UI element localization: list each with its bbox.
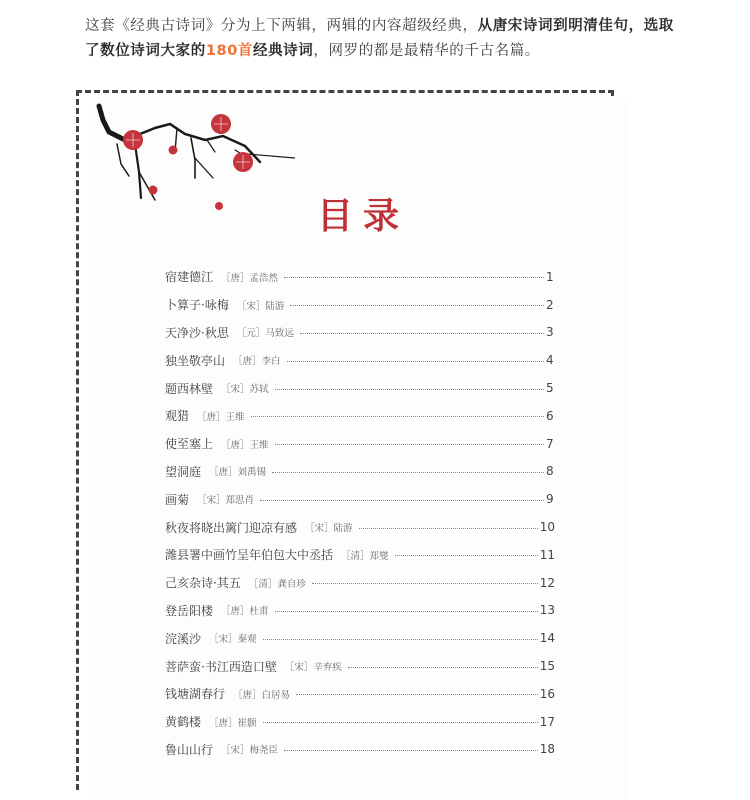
dot-leader [312, 583, 538, 584]
toc-entry [165, 485, 555, 513]
poem-author: ［唐］白居易 [233, 689, 291, 701]
poem-author: ［宋］苏轼 [221, 384, 269, 396]
page-number: 17 [539, 714, 555, 729]
page-number: 2 [546, 297, 554, 312]
dot-leader [296, 694, 538, 695]
page-number: 8 [546, 464, 554, 479]
poem-author: ［清］龚自珍 [248, 578, 306, 590]
page-number: 13 [539, 603, 555, 618]
intro-text-1: 这套《经典古诗词》分为上下两辑，两辑的内容超级经典， [85, 18, 478, 34]
dot-leader [275, 444, 544, 445]
dot-leader [275, 389, 544, 390]
poem-author: ［唐］杜甫 [221, 606, 269, 618]
dot-leader [395, 555, 538, 556]
poem-title: 黄鹤楼 [165, 715, 202, 730]
toc-entry [165, 291, 555, 319]
poem-author: ［宋］陆游 [305, 523, 353, 535]
poem-title: 画菊 [165, 492, 190, 507]
poem-author: ［唐］王维 [221, 439, 269, 451]
dot-leader [263, 722, 538, 723]
poem-author: ［宋］辛弃疾 [284, 662, 342, 674]
toc-entry [165, 708, 555, 736]
toc-entry [165, 680, 555, 708]
dot-leader [284, 750, 538, 751]
page-number: 3 [546, 325, 554, 340]
poem-title: 鲁山山行 [165, 742, 214, 757]
intro-paragraph [85, 14, 675, 64]
toc-entry [165, 541, 555, 569]
toc-entry [165, 736, 555, 764]
dot-leader [275, 611, 538, 612]
dot-leader [272, 472, 544, 473]
page-number: 7 [546, 436, 554, 451]
toc-entry [165, 624, 555, 652]
dashed-frame-top [76, 90, 614, 93]
page-number: 14 [539, 631, 555, 646]
toc-entry [165, 458, 555, 486]
toc-entry [165, 652, 555, 680]
toc-entry [165, 263, 555, 291]
page-number: 9 [546, 492, 554, 507]
poem-title: 菩萨蛮·书江西造口壁 [165, 659, 277, 674]
page-number: 16 [539, 686, 555, 701]
dot-leader [300, 333, 544, 334]
poem-title: 秋夜将晓出篱门迎凉有感 [165, 520, 298, 535]
dot-leader [359, 528, 538, 529]
poem-title: 登岳阳楼 [165, 603, 214, 618]
dot-leader [251, 416, 544, 417]
poem-title: 钱塘湖春行 [165, 687, 226, 702]
intro-bold-1: 从唐宋诗词到明清佳句，选取了数位诗词大家的 [85, 18, 674, 59]
toc-entry [165, 597, 555, 625]
poem-title: 宿建德江 [165, 270, 214, 285]
dot-leader [263, 639, 538, 640]
poem-author: ［唐］李白 [233, 356, 281, 368]
page-number: 4 [546, 353, 554, 368]
toc-page-image [95, 100, 627, 800]
dot-leader [260, 500, 544, 501]
poem-title: 潍县署中画竹呈年伯包大中丞括 [165, 548, 334, 563]
page-title: 目录 [317, 195, 410, 237]
page-number: 1 [546, 269, 554, 284]
page-number: 15 [539, 659, 555, 674]
intro-bold-2: 经典诗词 [252, 43, 314, 59]
page-number: 6 [546, 408, 554, 423]
poem-author: ［元］马致远 [236, 328, 294, 340]
toc-entry [165, 319, 555, 347]
poem-author: ［唐］王维 [197, 411, 245, 423]
toc-entry [165, 569, 555, 597]
page-number: 18 [539, 742, 555, 757]
table-of-contents [165, 263, 555, 763]
page-number: 12 [539, 575, 555, 590]
dashed-frame-left [76, 90, 79, 790]
plum-blossom-branch-icon [95, 100, 295, 220]
intro-highlight-count: 180首 [205, 43, 253, 59]
page-number: 5 [546, 381, 554, 396]
toc-entry [165, 430, 555, 458]
poem-title: 望洞庭 [165, 464, 202, 479]
poem-author: ［清］郑燮 [341, 550, 389, 562]
page-number: 10 [539, 520, 555, 535]
toc-entry [165, 402, 555, 430]
poem-title: 浣溪沙 [165, 631, 202, 646]
dot-leader [348, 667, 538, 668]
poem-title: 独坐敬亭山 [165, 353, 226, 368]
poem-title: 观猎 [165, 409, 190, 424]
poem-author: ［宋］陆游 [236, 300, 285, 312]
intro-text-2: ，网罗的都是最精华的千古名篇。 [313, 43, 540, 59]
poem-title: 题西林壁 [165, 381, 214, 396]
poem-author: ［宋］郑思肖 [197, 495, 255, 507]
poem-title: 卜算子·咏梅 [165, 298, 229, 313]
dot-leader [290, 305, 544, 306]
poem-author: ［唐］崔颢 [209, 717, 257, 729]
dot-leader [284, 277, 544, 278]
poem-author: ［宋］秦观 [209, 634, 257, 646]
toc-entry [165, 346, 555, 374]
poem-author: ［唐］孟浩然 [221, 272, 279, 284]
poem-title: 使至塞上 [165, 437, 214, 452]
poem-title: 己亥杂诗·其五 [165, 576, 241, 591]
poem-author: ［宋］梅尧臣 [221, 745, 279, 757]
poem-author: ［唐］刘禹锡 [209, 467, 267, 479]
poem-title: 天净沙·秋思 [165, 325, 229, 340]
toc-entry [165, 513, 555, 541]
toc-entry [165, 374, 555, 402]
dot-leader [287, 361, 544, 362]
page-number: 11 [539, 547, 555, 562]
